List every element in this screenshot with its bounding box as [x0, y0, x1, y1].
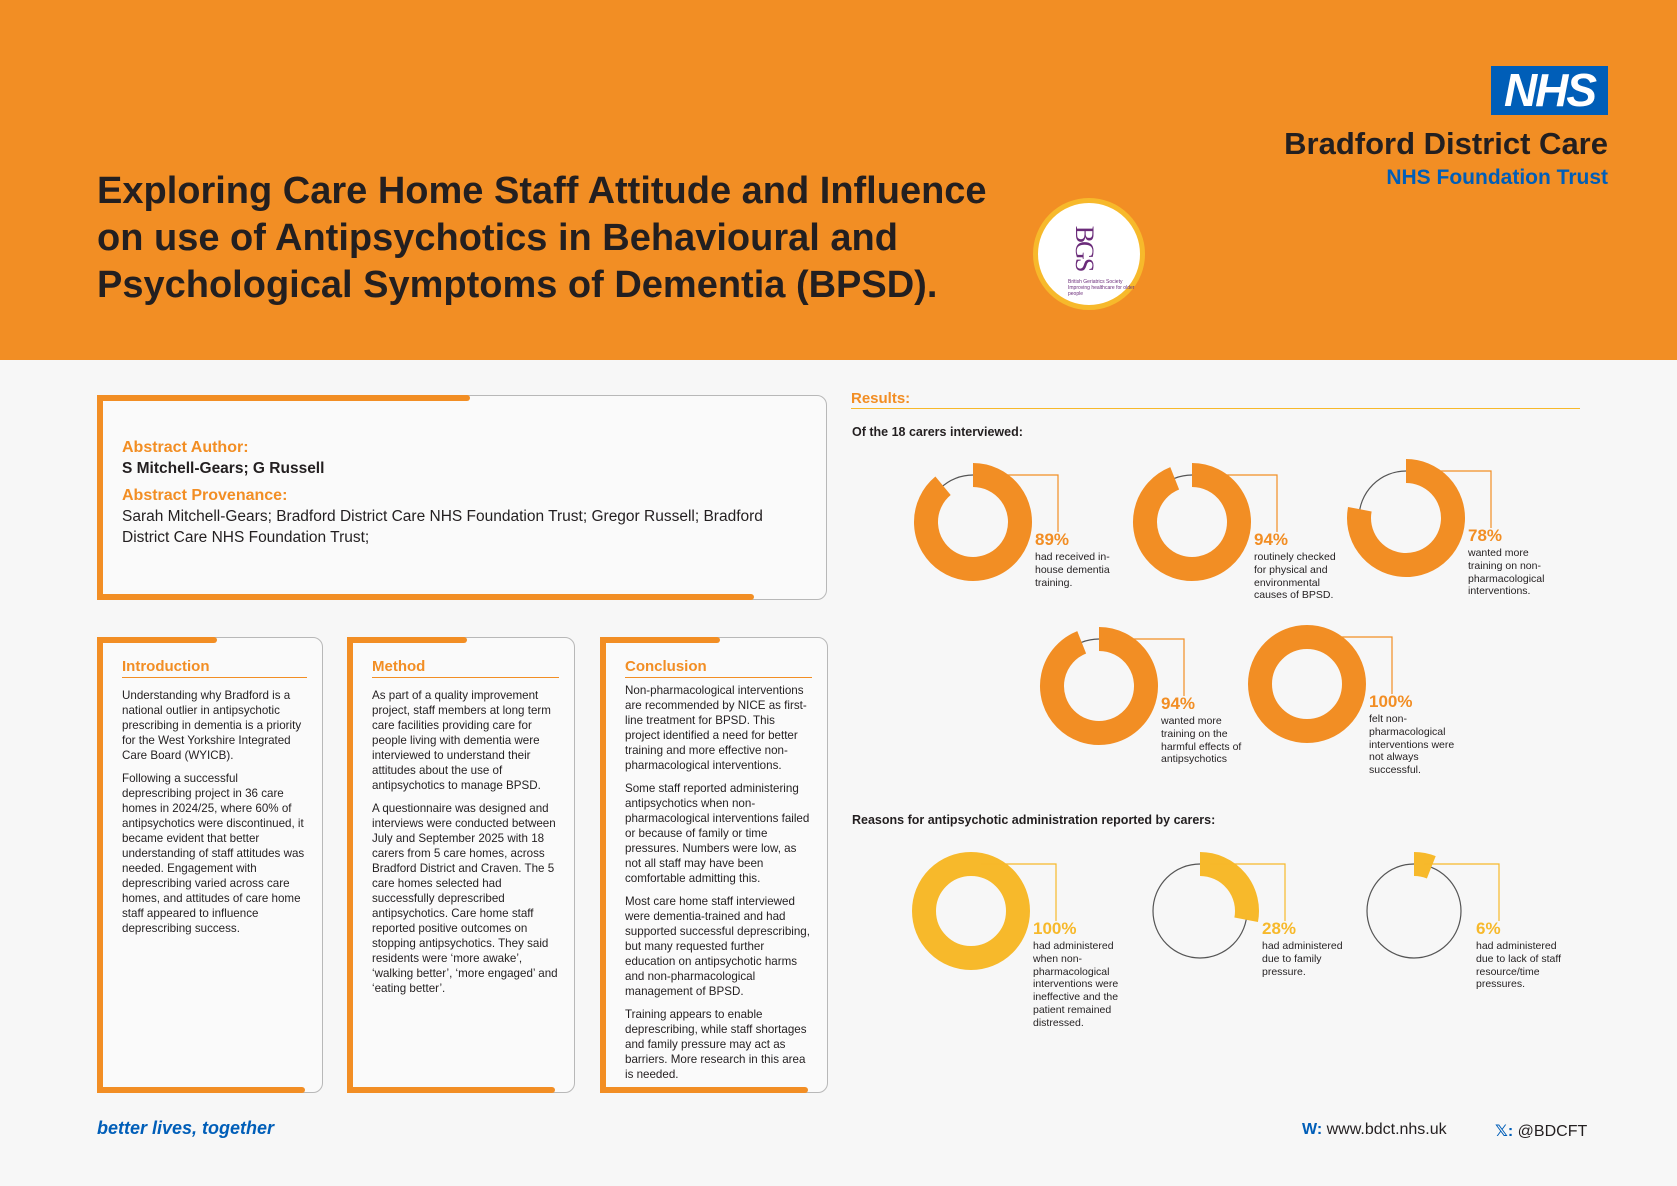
bgs-name: British Geriatrics Society: [1068, 279, 1123, 285]
abstract-provenance-line2: District Care NHS Foundation Trust;: [122, 529, 370, 546]
data-label: 28%: [1262, 919, 1297, 938]
footer-tagline: better lives, together: [97, 1118, 275, 1138]
method-paragraph: As part of a quality improvement project, staff members at long term care facilities providing care for people living with dementia were interviewed to understand their attitudes about the use of antipsychotics to manage BPSD.: [372, 689, 551, 792]
stat-description: routinely checked for physical and environmental causes of BPSD.: [1254, 551, 1336, 602]
data-label: 94%: [1254, 530, 1289, 549]
data-label: 100%: [1033, 919, 1077, 938]
abstract-author: S Mitchell-Gears; G Russell: [122, 460, 325, 477]
web-url[interactable]: www.bdct.nhs.uk: [1326, 1121, 1447, 1138]
twitter-handle[interactable]: @BDCFT: [1517, 1123, 1588, 1140]
conclusion-paragraph: Training appears to enable deprescribing, while staff shortages and family pressure may act as barriers. More research in this area is needed.: [625, 1008, 807, 1081]
donut-slice: [924, 864, 1018, 958]
org-subtitle: NHS Foundation Trust: [1386, 166, 1608, 189]
stat-description: had received in-house dementia training.: [1035, 551, 1110, 589]
conclusion-paragraph: Some staff reported administering antipsychotics when non-pharmacological interventions failed or because of family or time pressures. Numbers were low, as not all staff may have been comfortable admitting this.: [625, 782, 810, 885]
stat-description: wanted more training on non-pharmacological interventions.: [1468, 547, 1545, 598]
donut-slice: [1200, 864, 1247, 920]
donut-slice: [1052, 639, 1146, 733]
bgs-monogram: BGS: [1070, 225, 1099, 271]
bgs-tagline: Improving healthcare for older people: [1068, 285, 1135, 297]
stat-description: had administered when non-pharmacological interventions were ineffective and the patient remained distressed.: [1033, 940, 1119, 1029]
abstract-author-label: Abstract Author:: [122, 439, 249, 456]
nhs-logo: NHS: [1491, 66, 1608, 115]
results-group1-heading: Of the 18 carers interviewed:: [852, 425, 1023, 439]
donut-slice: [1260, 637, 1354, 731]
donut-slice: [926, 475, 1020, 569]
introduction-heading: Introduction: [122, 658, 307, 678]
introduction-paragraph: Following a successful deprescribing project in 36 care homes in 2024/25, where 60% of antipsychotics were discontinued, it became evident that better understanding of staff attitudes was needed. Engagement with deprescribing varied across care homes, and attitudes of care home staff appeared to influence deprescribing success.: [122, 772, 305, 935]
donut-slice: [1145, 475, 1239, 569]
data-label: 100%: [1369, 692, 1413, 711]
stat-description: had administered due to lack of staff resource/time pressures.: [1476, 940, 1562, 991]
footer-website: [1302, 1121, 1447, 1139]
method-paragraph: A questionnaire was designed and interviews were conducted between July and September 2025 with 18 carers from 5 care homes, across Bradford District and Craven. The 5 care homes selected had successfully deprescribed antipsychotics. Care home staff reported positive outcomes on stopping antipsychotics. They said residents were ‘more awake’, ‘walking better’, ‘more engaged’ and ‘eating better’.: [372, 802, 558, 995]
twitter-icon: 𝕏:: [1495, 1123, 1514, 1140]
donut-remainder-ring: [1367, 864, 1461, 958]
method-heading: Method: [372, 658, 559, 678]
data-label: 78%: [1468, 526, 1503, 545]
stat-description: had administered due to family pressure.: [1262, 940, 1343, 978]
conclusion-paragraph: Most care home staff interviewed were dementia-trained and had supported successful deprescribing, but many requested further education on antipsychotic harms and non-pharmacological management of BPSD.: [625, 895, 810, 998]
abstract-provenance-label: Abstract Provenance:: [122, 487, 288, 504]
web-key: W:: [1302, 1121, 1323, 1138]
data-label: 6%: [1476, 919, 1501, 938]
page-title: Exploring Care Home Staff Attitude and Influence on use of Antipsychotics in Behavioural and Psychological Symptoms of Dementia (BPSD).: [97, 170, 987, 306]
introduction-paragraph: Understanding why Bradford is a national outlier in antipsychotic prescribing in dementia is a priority for the West Yorkshire Integrated Care Board (WYICB).: [122, 689, 302, 762]
conclusion-paragraph: Non-pharmacological interventions are recommended by NICE as first-line treatment for BPSD. This project identified a need for better training and more effective non-pharmacological interventions.: [625, 684, 807, 772]
footer-twitter: [1495, 1121, 1587, 1141]
conclusion-heading: Conclusion: [625, 658, 812, 678]
org-name: Bradford District Care: [1284, 126, 1608, 161]
stat-description: wanted more training on the harmful effects of antipsychotics: [1161, 715, 1242, 766]
results-group2-heading: Reasons for antipsychotic administration reported by carers:: [852, 813, 1216, 827]
data-label: 89%: [1035, 530, 1070, 549]
stat-description: felt non-pharmacological interventions were not always successful.: [1369, 713, 1455, 777]
data-label: 94%: [1161, 694, 1196, 713]
results-heading: Results:: [851, 390, 1580, 409]
abstract-provenance-line1: Sarah Mitchell-Gears; Bradford District Care NHS Foundation Trust; Gregor Russell; Bradford: [122, 508, 763, 525]
